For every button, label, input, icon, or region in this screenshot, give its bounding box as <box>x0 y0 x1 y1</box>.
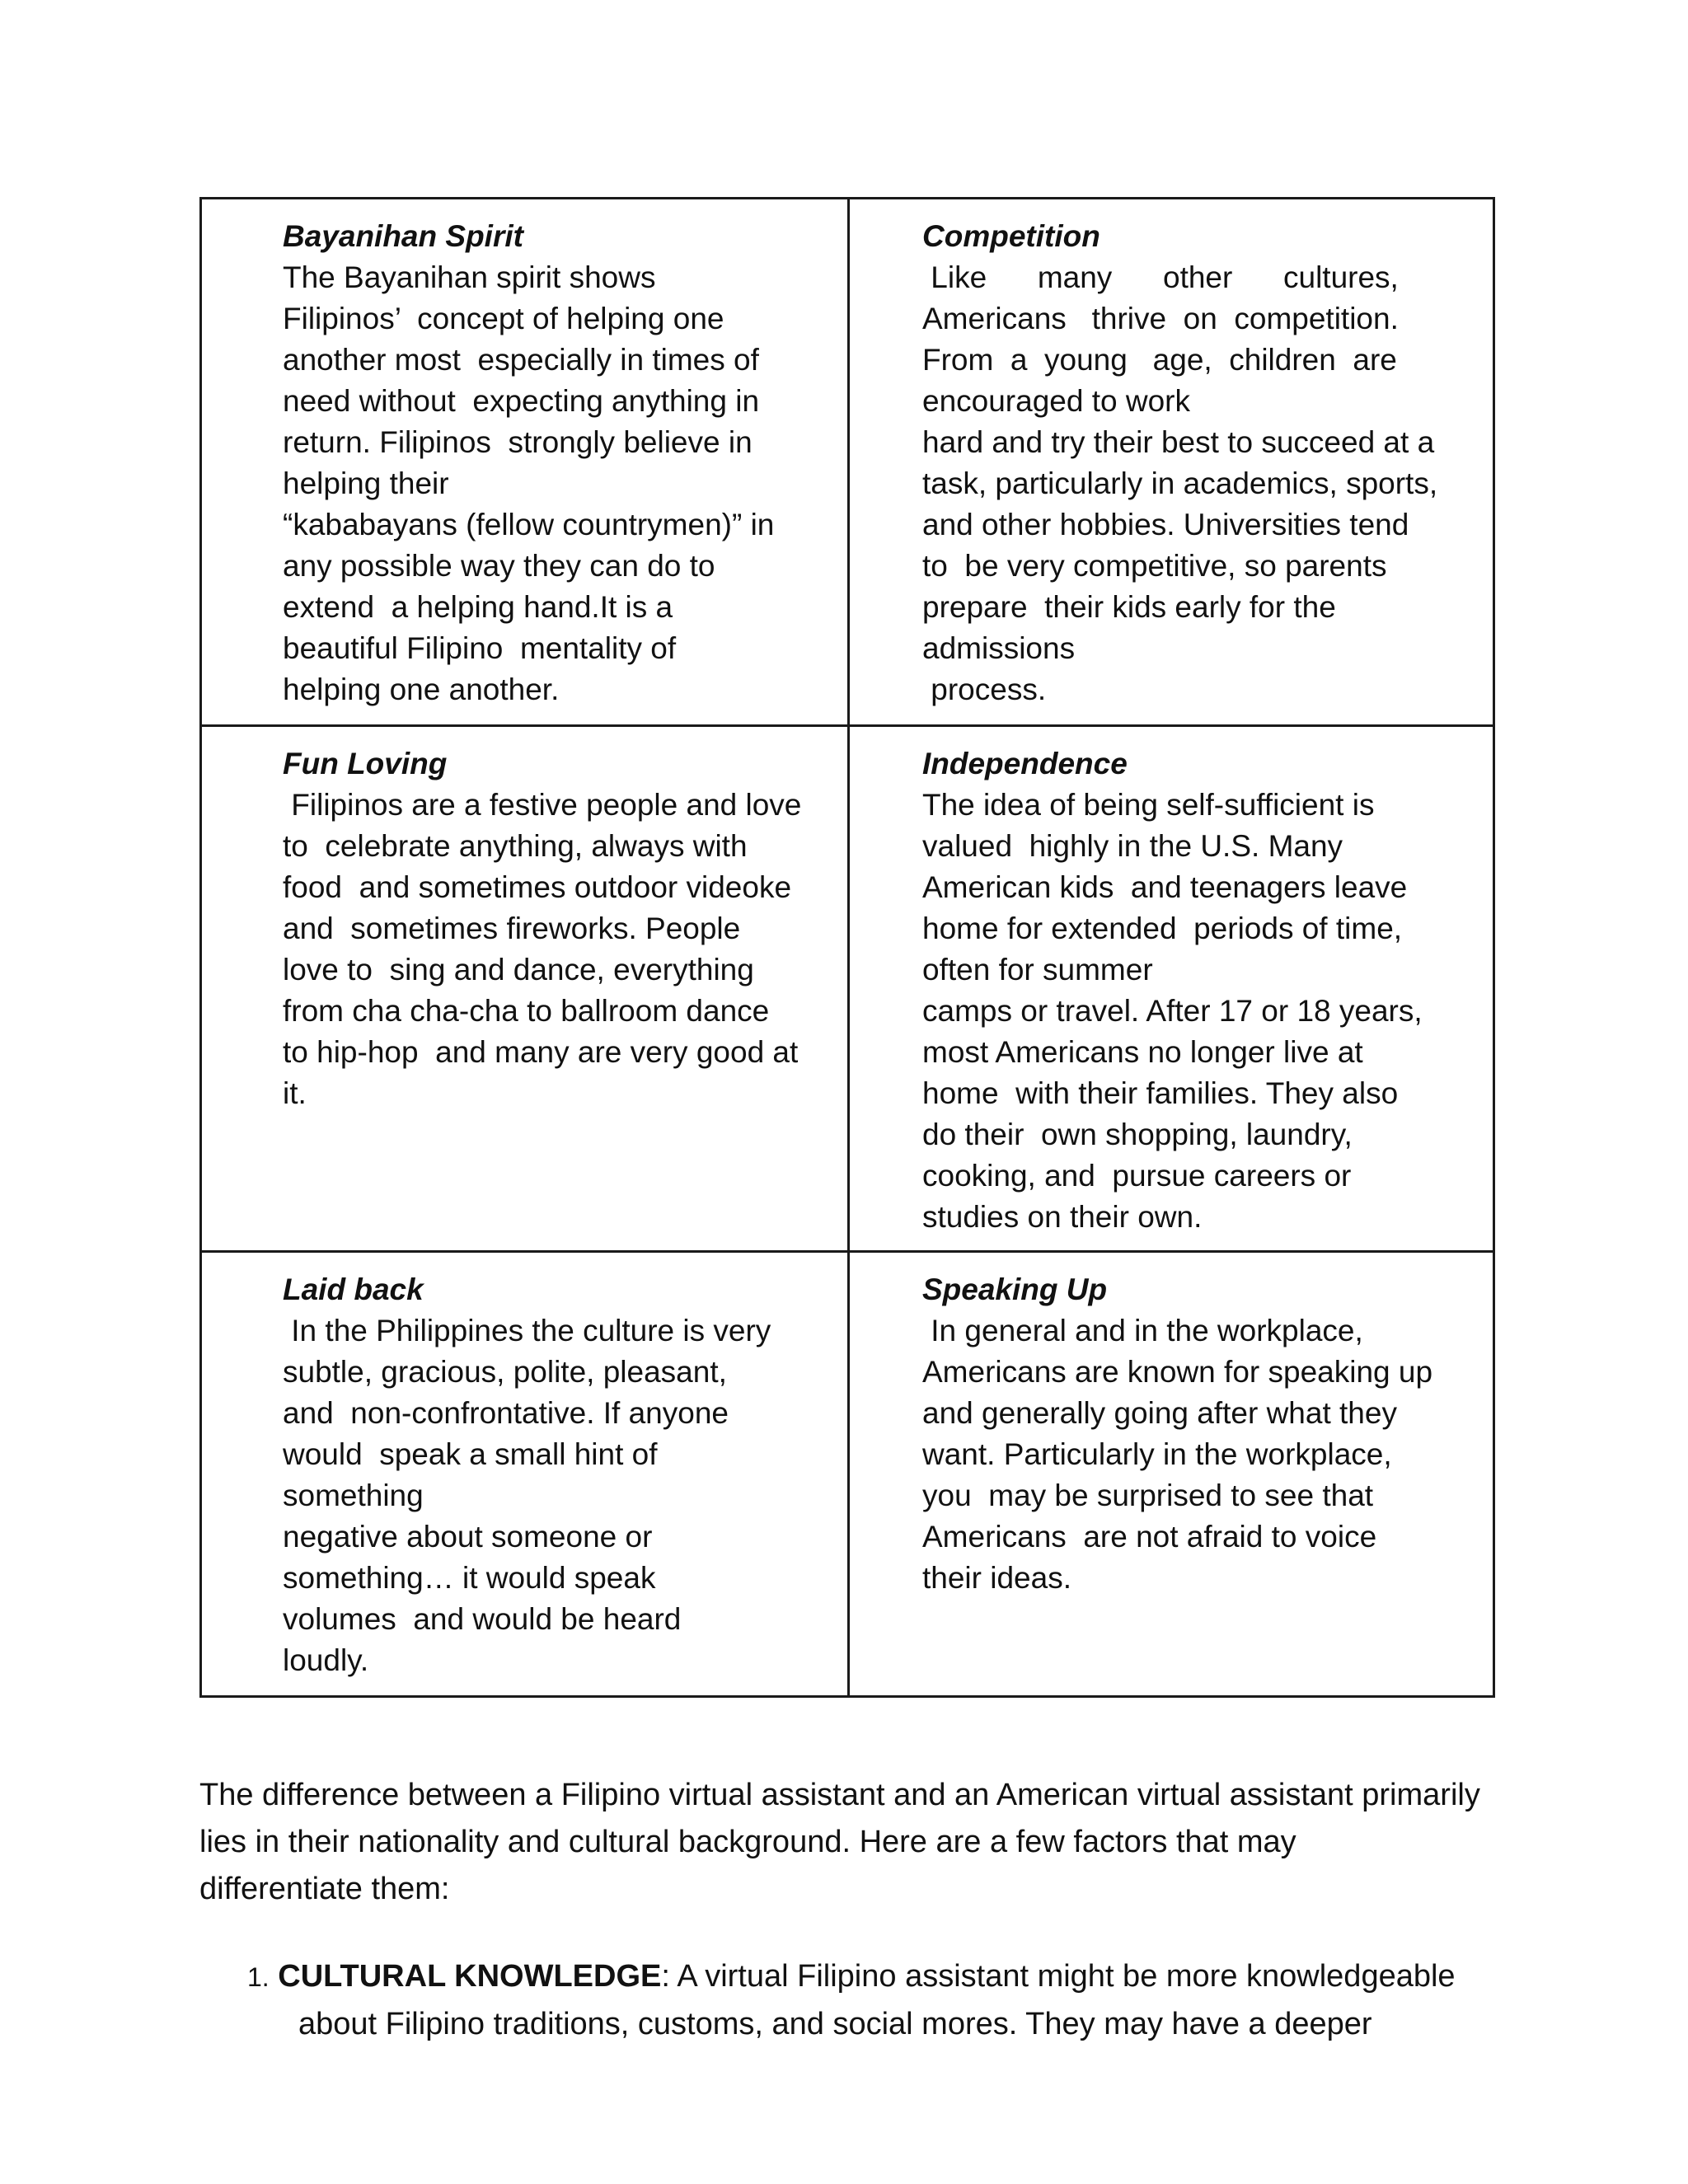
cell-line: subtle, gracious, polite, pleasant, <box>283 1355 727 1389</box>
list-item-first-line <box>199 1953 1502 2001</box>
table-cell-speaking-up <box>850 1253 1493 1695</box>
cell-line: loudly. <box>283 1643 369 1677</box>
cell-line: encouraged to work <box>922 384 1190 418</box>
cell-line: Filipinos’ concept of helping one <box>283 302 724 335</box>
list-number: 1. <box>247 1962 270 1992</box>
cell-line: need without expecting anything in <box>283 384 760 418</box>
cell-line: task, particularly in academics, sports, <box>922 466 1438 500</box>
comparison-table <box>199 197 1495 1698</box>
cell-line: hard and try their best to succeed at a <box>922 425 1435 459</box>
cell-line: it. <box>283 1076 307 1110</box>
list-item <box>199 1953 1502 2048</box>
cell-line: their ideas. <box>922 1561 1071 1595</box>
cell-line: cooking, and pursue careers or <box>922 1159 1352 1193</box>
cell-line: In general and in the workplace, <box>922 1314 1363 1347</box>
cell-line: and sometimes fireworks. People <box>283 912 741 945</box>
cell-line: “kababayans (fellow countrymen)” in <box>283 508 775 541</box>
cell-line: and non-confrontative. If anyone <box>283 1396 729 1430</box>
cell-line: any possible way they can do to <box>283 549 715 583</box>
paragraph-line: lies in their nationality and cultural background. Here are a few factors that may <box>199 1825 1296 1859</box>
cell-line: volumes and would be heard <box>283 1602 682 1636</box>
cell-line: Filipinos are a festive people and love <box>283 788 802 822</box>
cell-title: Bayanihan Spirit <box>283 219 523 253</box>
cell-title: Independence <box>922 747 1128 780</box>
list-item-text: : A virtual Filipino assistant might be more knowledgeable <box>661 1959 1456 1994</box>
cell-line: helping one another. <box>283 673 560 706</box>
cell-line: admissions <box>922 631 1076 665</box>
cell-line: return. Filipinos strongly believe in <box>283 425 753 459</box>
cell-title: Laid back <box>283 1272 424 1306</box>
cell-title: Competition <box>922 219 1100 253</box>
cell-line: something <box>283 1479 424 1512</box>
cell-line: helping their <box>283 466 449 500</box>
cell-line: The Bayanihan spirit shows <box>283 260 656 294</box>
cell-title: Speaking Up <box>922 1272 1108 1306</box>
cell-line: want. Particularly in the workplace, <box>922 1437 1392 1471</box>
cell-line: love to sing and dance, everything <box>283 953 754 987</box>
cell-line: do their own shopping, laundry, <box>922 1118 1353 1151</box>
table-cell-fun-loving <box>202 727 850 1253</box>
cell-line: to celebrate anything, always with <box>283 829 748 863</box>
cell-line: home with their families. They also <box>922 1076 1399 1110</box>
cell-line: home for extended periods of time, <box>922 912 1403 945</box>
table-cell-bayanihan-spirit <box>202 199 850 727</box>
cell-line: something… it would speak <box>283 1561 656 1595</box>
cell-line: to be very competitive, so parents <box>922 549 1387 583</box>
list-item-label: CULTURAL KNOWLEDGE <box>278 1959 662 1994</box>
cell-line: extend a helping hand.It is a <box>283 590 673 624</box>
cell-line: Americans are not afraid to voice <box>922 1520 1377 1554</box>
numbered-list <box>199 1953 1502 2048</box>
cell-title: Fun Loving <box>283 747 448 780</box>
paragraph-line: The difference between a Filipino virtual assistant and an American virtual assistant primarily <box>199 1778 1480 1812</box>
intro-paragraph <box>199 1772 1502 1913</box>
cell-line: Americans are known for speaking up <box>922 1355 1433 1389</box>
cell-line: process. <box>922 673 1047 706</box>
cell-line: and generally going after what they <box>922 1396 1397 1430</box>
list-item-continuation: about Filipino traditions, customs, and social mores. They may have a deeper <box>298 2007 1372 2041</box>
cell-line: to hip-hop and many are very good at <box>283 1035 799 1069</box>
cell-line: from cha cha-cha to ballroom dance <box>283 994 770 1028</box>
cell-line: valued highly in the U.S. Many <box>922 829 1343 863</box>
paragraph-line: differentiate them: <box>199 1872 450 1906</box>
cell-line: prepare their kids early for the <box>922 590 1336 624</box>
cell-line: beautiful Filipino mentality of <box>283 631 677 665</box>
cell-line: From a young age, children are <box>922 343 1397 377</box>
cell-line: most Americans no longer live at <box>922 1035 1363 1069</box>
cell-line: Americans thrive on competition. <box>922 302 1399 335</box>
cell-line: American kids and teenagers leave <box>922 870 1408 904</box>
cell-line: would speak a small hint of <box>283 1437 658 1471</box>
cell-line: often for summer <box>922 953 1153 987</box>
cell-line: camps or travel. After 17 or 18 years, <box>922 994 1423 1028</box>
cell-line: Like many other cultures, <box>922 260 1399 294</box>
cell-line: food and sometimes outdoor videoke <box>283 870 792 904</box>
cell-line: studies on their own. <box>922 1200 1203 1234</box>
cell-line: and other hobbies. Universities tend <box>922 508 1409 541</box>
cell-line: another most especially in times of <box>283 343 759 377</box>
cell-line: negative about someone or <box>283 1520 653 1554</box>
cell-line: The idea of being self-sufficient is <box>922 788 1375 822</box>
cell-line: In the Philippines the culture is very <box>283 1314 771 1347</box>
table-cell-competition <box>850 199 1493 727</box>
table-cell-laid-back <box>202 1253 850 1695</box>
table-cell-independence <box>850 727 1493 1253</box>
cell-line: you may be surprised to see that <box>922 1479 1374 1512</box>
